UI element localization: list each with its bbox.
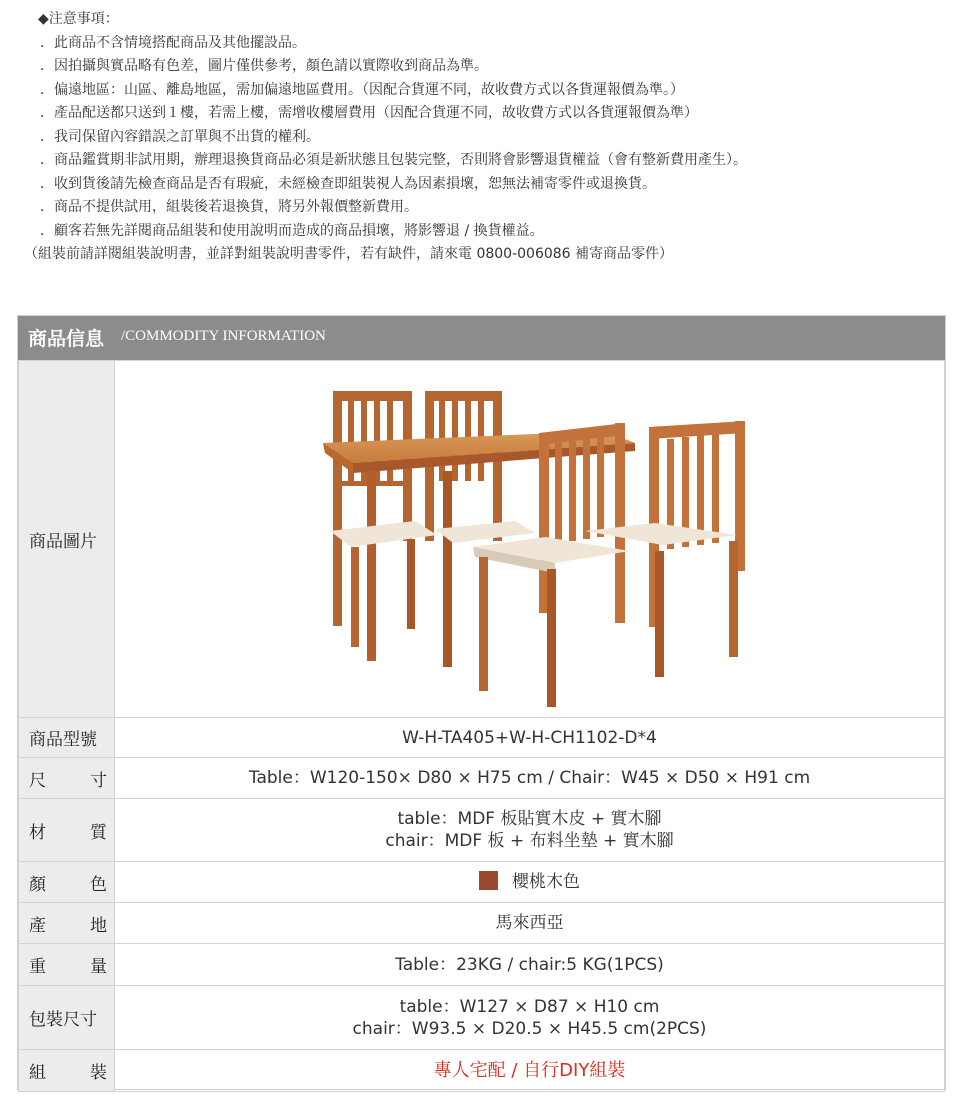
package-label: 包裝尺寸 [19, 986, 115, 1050]
notice-item: ．顧客若無先詳閱商品組裝和使用說明而造成的商品損壞，將影響退 / 換貨權益。 [40, 222, 544, 239]
panel-subtitle: /COMMODITY INFORMATION [121, 328, 326, 344]
color-label: 顏 色 [19, 862, 115, 903]
image-label: 商品圖片 [19, 361, 115, 718]
weight-value: Table：23KG / chair:5 KG(1PCS) [115, 944, 945, 986]
assembly-value: 專人宅配 / 自行DIY組裝 [115, 1050, 945, 1092]
notice-item: ．偏遠地區：山區、離島地區，需加偏遠地區費用。（因配合貨運不同，故收費方式以各貨運報價為準。） [40, 81, 684, 98]
panel-header [18, 316, 945, 360]
notice-item: ．我司保留內容錯誤之訂單與不出貨的權利。 [40, 128, 320, 145]
package-line: chair：W93.5 × D20.5 × H45.5 cm(2PCS) [352, 1018, 707, 1039]
assembly-label: 組 裝 [19, 1050, 115, 1092]
notice-heading: ◆注意事項： [38, 11, 119, 27]
size-label: 尺 寸 [19, 758, 115, 799]
notice-item: ．商品不提供試用，組裝後若退換貨，將另外報價整新費用。 [40, 199, 418, 215]
spec-row-model [19, 718, 945, 758]
spec-row-package [19, 986, 945, 1050]
color-value-cell [115, 862, 945, 903]
model-label: 商品型號 [19, 718, 115, 758]
spec-row-origin [19, 903, 945, 944]
notice-item: ．商品鑑賞期非試用期，辦理退換貨商品必須是新狀態且包裝完整，否則將會影響退貨權益（會有整新費用產生）。 [40, 152, 747, 168]
model-value: W-H-TA405+W-H-CH1102-D*4 [115, 718, 945, 758]
material-line: chair：MDF 板 + 布料坐墊 + 實木腳 [385, 831, 674, 851]
notice-section [24, 8, 940, 267]
color-value: 櫻桃木色 [512, 872, 580, 892]
panel-title: 商品信息 [28, 328, 105, 350]
color-swatch [479, 871, 498, 890]
spec-table [18, 360, 945, 1092]
spec-row-image [19, 361, 945, 718]
product-image-cell [115, 361, 945, 718]
spec-row-material [19, 799, 945, 862]
spec-row-color [19, 862, 945, 903]
spec-row-weight [19, 944, 945, 986]
spec-row-size [19, 758, 945, 799]
weight-label: 重 量 [19, 944, 115, 986]
notice-item: ．因拍攝與實品略有色差，圖片僅供參考，顏色請以實際收到商品為準。 [40, 58, 488, 74]
origin-value: 馬來西亞 [115, 903, 945, 944]
material-value [115, 799, 945, 862]
material-label: 材 質 [19, 799, 115, 862]
notice-footer: （組裝前請詳閱組裝說明書，並詳對組裝說明書零件，若有缺件，請來電 0800-006086 補寄商品零件） [24, 246, 674, 262]
package-value [115, 986, 945, 1050]
origin-label: 產 地 [19, 903, 115, 944]
notice-item: ．產品配送都只送到１樓，若需上樓，需增收樓層費用（因配合貨運不同，故收費方式以各貨運報價為準） [40, 105, 698, 121]
dining-set-image [115, 361, 944, 717]
product-photo [115, 361, 944, 717]
material-line: table：MDF 板貼實木皮 + 實木腳 [397, 809, 662, 829]
notice-item: ．此商品不含情境搭配商品及其他擺設品。 [40, 34, 306, 51]
commodity-info-panel [17, 315, 946, 1090]
size-value: Table：W120-150× D80 × H75 cm / Chair：W45 × D50 × H91 cm [115, 758, 945, 799]
spec-row-assembly [19, 1050, 945, 1092]
notice-item: ．收到貨後請先檢查商品是否有瑕疵，未經檢查即組裝視人為因素損壞，恕無法補寄零件或退換貨。 [40, 175, 656, 192]
package-line: table：W127 × D87 × H10 cm [399, 996, 660, 1017]
